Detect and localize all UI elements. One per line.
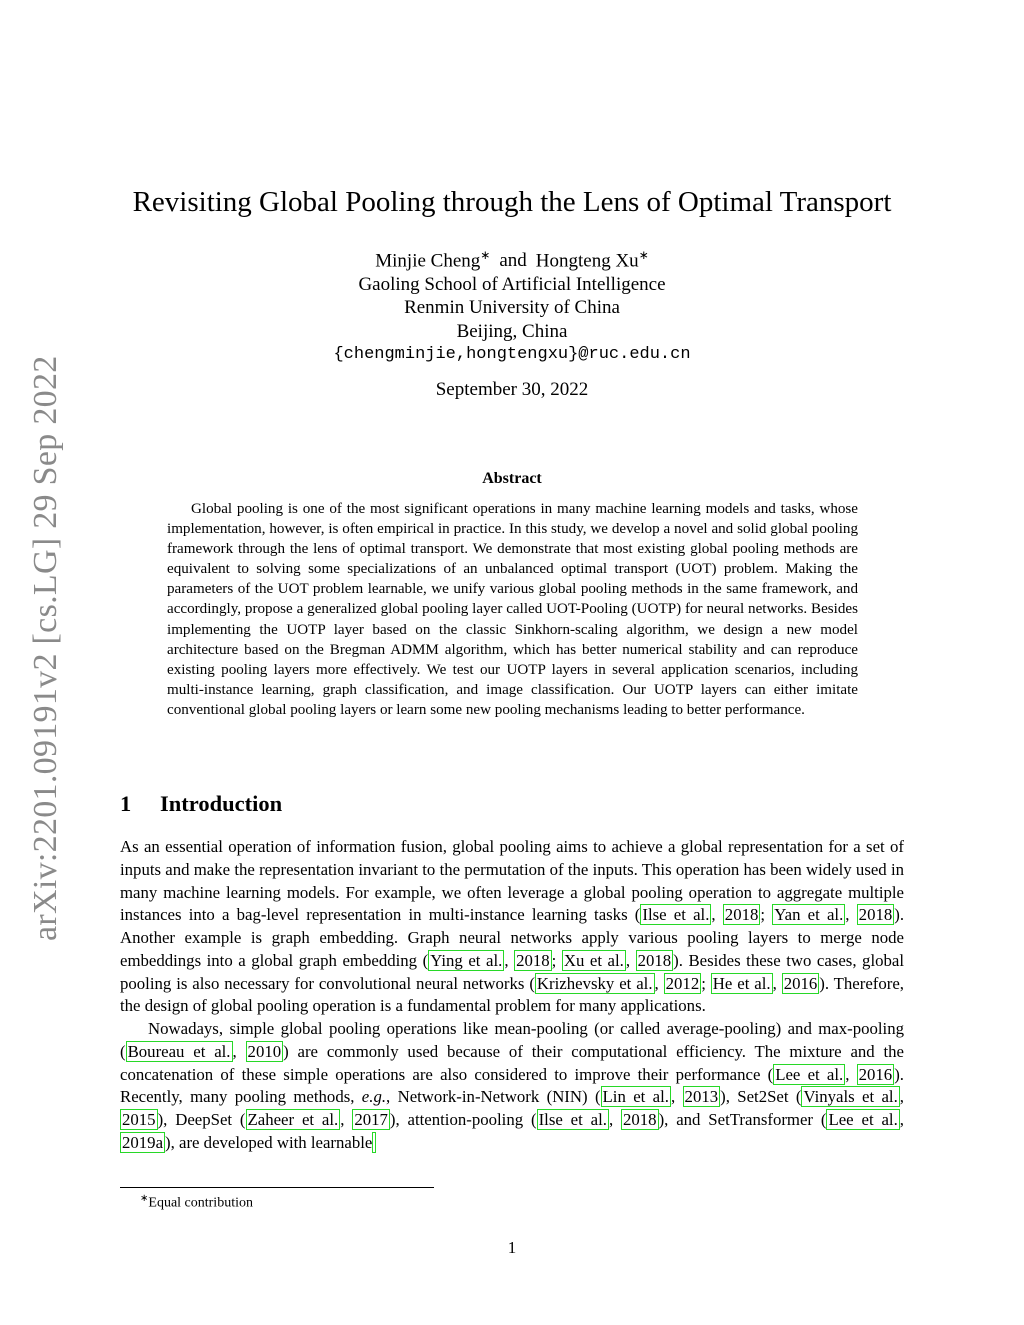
- author-email: {chengminjie,hongtengxu}@ruc.edu.cn: [333, 345, 691, 365]
- citation-link[interactable]: 2019a: [122, 1132, 164, 1152]
- citation-link[interactable]: [372, 1132, 376, 1153]
- citation-link[interactable]: 2018: [623, 1110, 657, 1129]
- paper-title: Revisiting Global Pooling through the Lens of Optimal Transport: [132, 186, 892, 218]
- citation-link[interactable]: He et al.: [712, 973, 771, 993]
- author-affiliation: Gaoling School of Artificial Intelligence: [358, 273, 666, 295]
- footnote-mark: ∗: [140, 1193, 149, 1204]
- citation-link[interactable]: 2018: [637, 950, 672, 970]
- citation-link[interactable]: Lee et al.: [775, 1064, 844, 1084]
- citation-link[interactable]: Lin et al.: [602, 1087, 669, 1107]
- footnote-text: Equal contribution: [148, 1195, 253, 1211]
- equal-contribution-mark: ∗: [638, 248, 649, 262]
- author-1: Minjie Cheng: [375, 250, 481, 272]
- citation-link[interactable]: 2013: [684, 1087, 719, 1107]
- abstract-heading: Abstract: [482, 470, 542, 487]
- footnote-divider: [120, 1187, 434, 1188]
- citation-link[interactable]: 2018: [724, 905, 759, 925]
- citation-link[interactable]: Xu et al.: [563, 950, 624, 970]
- citation-link[interactable]: 2015: [122, 1110, 156, 1129]
- author-2: Hongteng Xu: [535, 250, 639, 272]
- citation-link[interactable]: 2017: [354, 1110, 388, 1129]
- citation-link[interactable]: 2012: [665, 973, 700, 993]
- citation-link[interactable]: Boureau et al.: [127, 1041, 231, 1061]
- author-block: [212, 244, 812, 367]
- citation-link[interactable]: Ilse et al.: [538, 1110, 607, 1129]
- citation-link[interactable]: 2016: [858, 1064, 893, 1084]
- introduction-body: [120, 836, 904, 1155]
- citation-link[interactable]: Ilse et al.: [642, 905, 710, 925]
- citation-link[interactable]: Vinyals et al.: [803, 1087, 898, 1107]
- citation-link[interactable]: 2010: [247, 1041, 282, 1061]
- section-title: Introduction: [160, 791, 283, 816]
- author-location: Beijing, China: [456, 320, 568, 342]
- citation-link[interactable]: 2018: [858, 905, 893, 925]
- author-university: Renmin University of China: [404, 297, 620, 319]
- citation-link[interactable]: Lee et al.: [828, 1110, 898, 1129]
- citation-link[interactable]: Ying et al.: [430, 950, 503, 970]
- page-number: 1: [507, 1238, 517, 1257]
- section-number: 1: [120, 791, 132, 816]
- author-names: [212, 244, 812, 273]
- arxiv-identifier-stamp: arXiv:2201.09191v2 [cs.LG] 29 Sep 2022: [27, 355, 64, 941]
- paragraph: As an essential operation of information fusion, global pooling aims to achieve a global representation for a set of inputs and make the representation invariant to the permutation of the inputs. This operation has been widely used in many machine learning models. For example, we often leverage a global pooling operation to aggregate multiple instances into a bag-level representation in multi-instance learning tasks ( Ilse et al. , 2018 ; Yan et al. , 2018 ). Another example is graph embedding. Graph neural networks apply various pooling layers to merge node embeddings into a global graph embedding ( Ying et al. , 2018 ; Xu et al. , 2018 ). Besides these two cases, global pooling is also necessary for convolutional neural networks ( Krizhevsky et al. , 2012 ; He et al. , 2016 ). Therefore, the design of global pooling operation is a fundamental problem for many applications.: [120, 837, 905, 1016]
- citation-link[interactable]: 2018: [516, 950, 550, 970]
- paper-date: September 30, 2022: [435, 379, 589, 400]
- paragraph: Nowadays, simple global pooling operations like mean-pooling (or called average-pooling) and max-pooling ( Boureau et al. , 2010 ) are commonly used because of their computational efficiency. The mixture and the concatenation of these simple operations are also considered to improve their performance ( Lee et al. , 2016 ). Recently, many pooling methods, e.g., Network-in-Network (NIN) ( Lin et al. , 2013 ), Set2Set ( Vinyals et al. , 2015 ), DeepSet ( Zaheer et al. , 2017 ), attention-pooling ( Ilse et al. , 2018 ), and SetTransformer ( Lee et al. , 2019a ), are developed with learnable: [120, 1019, 905, 1152]
- footnote: [140, 1190, 640, 1213]
- abstract-text: Global pooling is one of the most significant operations in many machine learning models and tasks, whose implementation, however, is often empirical in practice. In this study, we develop a novel and solid global pooling framework through the lens of optimal transport. We demonstrate that most existing global pooling methods are equivalent to solving some specializations of an unbalanced optimal transport (UOT) problem. Making the parameters of the UOT problem learnable, we unify various global pooling methods in the same framework, and accordingly, propose a generalized global pooling layer called UOT-Pooling (UOTP) for neural networks. Besides implementing the UOTP layer based on the classic Sinkhorn-scaling algorithm, we design a new model architecture based on the Bregman ADMM algorithm, which has better numerical stability and can reproduce existing pooling layers more effectively. We test our UOTP layers in several application scenarios, including multi-instance learning, graph classification, and image classification. Our UOTP layers can either imitate conventional global pooling layers or learn some new pooling mechanisms leading to better performance.: [167, 501, 858, 718]
- section-heading: [120, 789, 620, 819]
- citation-link[interactable]: Yan et al.: [774, 905, 844, 925]
- citation-link[interactable]: Zaheer et al.: [247, 1110, 339, 1129]
- equal-contribution-mark: ∗: [480, 248, 491, 262]
- citation-link[interactable]: Krizhevsky et al.: [536, 973, 653, 993]
- citation-link[interactable]: 2016: [783, 973, 818, 993]
- author-conjunction: and: [499, 250, 527, 272]
